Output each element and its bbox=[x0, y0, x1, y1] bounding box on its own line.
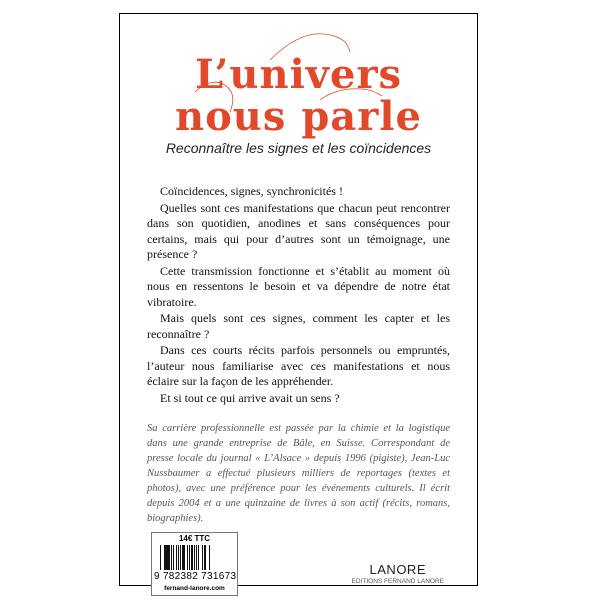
author-bio: Sa carrière professionnelle est passée par la chimie et la logistique dans une grande entreprise de Bâle, en Suisse. Correspondant de presse locale du journal « L’Alsace » depuis 1996 (pigiste), Jean-Luc Nussbaumer a effectué plusieurs milliers de reportages (textes et photos), avec une préférence pour les événements culturels. Il écrit depuis 2004 et a une quinzaine de livres à son actif (récits, romans, biographies). bbox=[147, 423, 450, 524]
blurb-paragraph: Dans ces courts récits parfois personnels ou empruntés, l’auteur nous familiarise avec ces manifestations et nous éclaire sur la façon de les appréhender. bbox=[147, 343, 450, 388]
publisher-logo-text: LANORE bbox=[369, 562, 426, 577]
blurb-paragraph: Et si tout ce qui arrive avait un sens ? bbox=[160, 390, 340, 405]
publisher-logo bbox=[352, 562, 444, 586]
book-subtitle: Reconnaître les signes et les coïncidences bbox=[165, 140, 432, 156]
barcode-label bbox=[151, 532, 238, 596]
website: fernand-lanore.com bbox=[164, 585, 225, 592]
blurb-paragraph: Cette transmission fonctionne et s’établit au moment où nous en ressentons le besoin et va dépendre de notre état vibratoire. bbox=[147, 263, 450, 309]
book-title-line-1: L’univers bbox=[194, 51, 403, 98]
barcode-bars bbox=[160, 545, 230, 570]
book-title-line-2: nous parle bbox=[175, 93, 422, 140]
barcode-bar bbox=[210, 545, 211, 570]
publisher-name: EDITIONS FERNAND LANORE bbox=[351, 578, 444, 585]
price: 14€ TTC bbox=[178, 534, 211, 543]
cover-footer bbox=[120, 532, 477, 604]
cover-header bbox=[120, 14, 477, 164]
blurb bbox=[147, 184, 450, 407]
blurb-paragraph: Coïncidences, signes, synchronicités ! bbox=[160, 184, 343, 198]
book-back-cover bbox=[119, 13, 478, 592]
isbn-number: 9 782382 731673 bbox=[154, 571, 237, 582]
blurb-paragraph: Quelles sont ces manifestations que chacun peut rencontrer dans son quotidien, anodines et sans conséquences pour certains, mais qui pour d’autres sont un témoignage, une présence ? bbox=[147, 200, 450, 261]
blurb-paragraph: Mais quels sont ces signes, comment les capter et les reconnaître ? bbox=[147, 311, 450, 341]
